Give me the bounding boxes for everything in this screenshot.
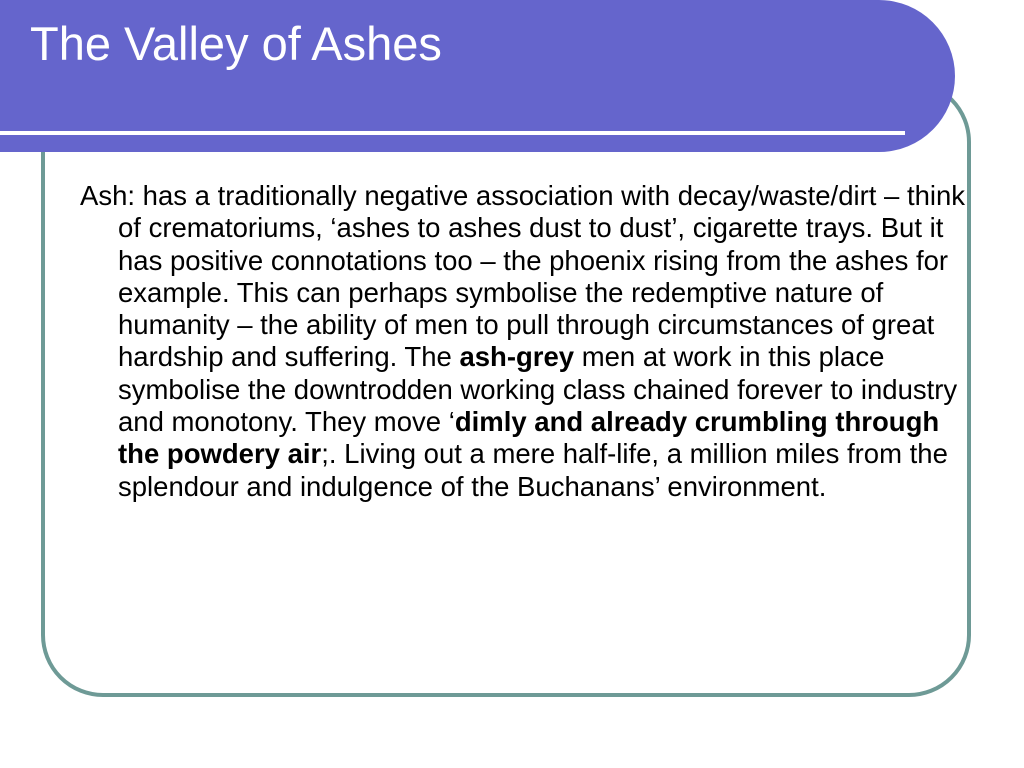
emphasis-quote: dimly and already crumbling through the powdery air [118,406,940,470]
slide-title: The Valley of Ashes [30,17,442,70]
body-text-intro: Ash: has a traditionally negative association with decay/waste/dirt – think of crematoriums, ‘ashes to ashes dust to dust’, cigarette trays. But it has positive connotations too – the phoenix rising from the ashes for example. This can perhaps symbolise the redemptive nature of humanity – the ability of men to pull through circumstances of great hardship and suffering. The [80,180,966,373]
title-underline [0,131,905,135]
body-text-middle: men at work in this place symbolise the downtrodden working class chained forever to industry and monotony. They move ‘ [118,341,958,438]
body-paragraph [80,180,968,503]
title-bar [0,0,955,152]
body-text-ending: ;. Living out a mere half-life, a million miles from the splendour and indulgence of the Buchanans’ environment. [118,438,948,502]
emphasis-ash-grey: ash-grey [459,341,575,373]
